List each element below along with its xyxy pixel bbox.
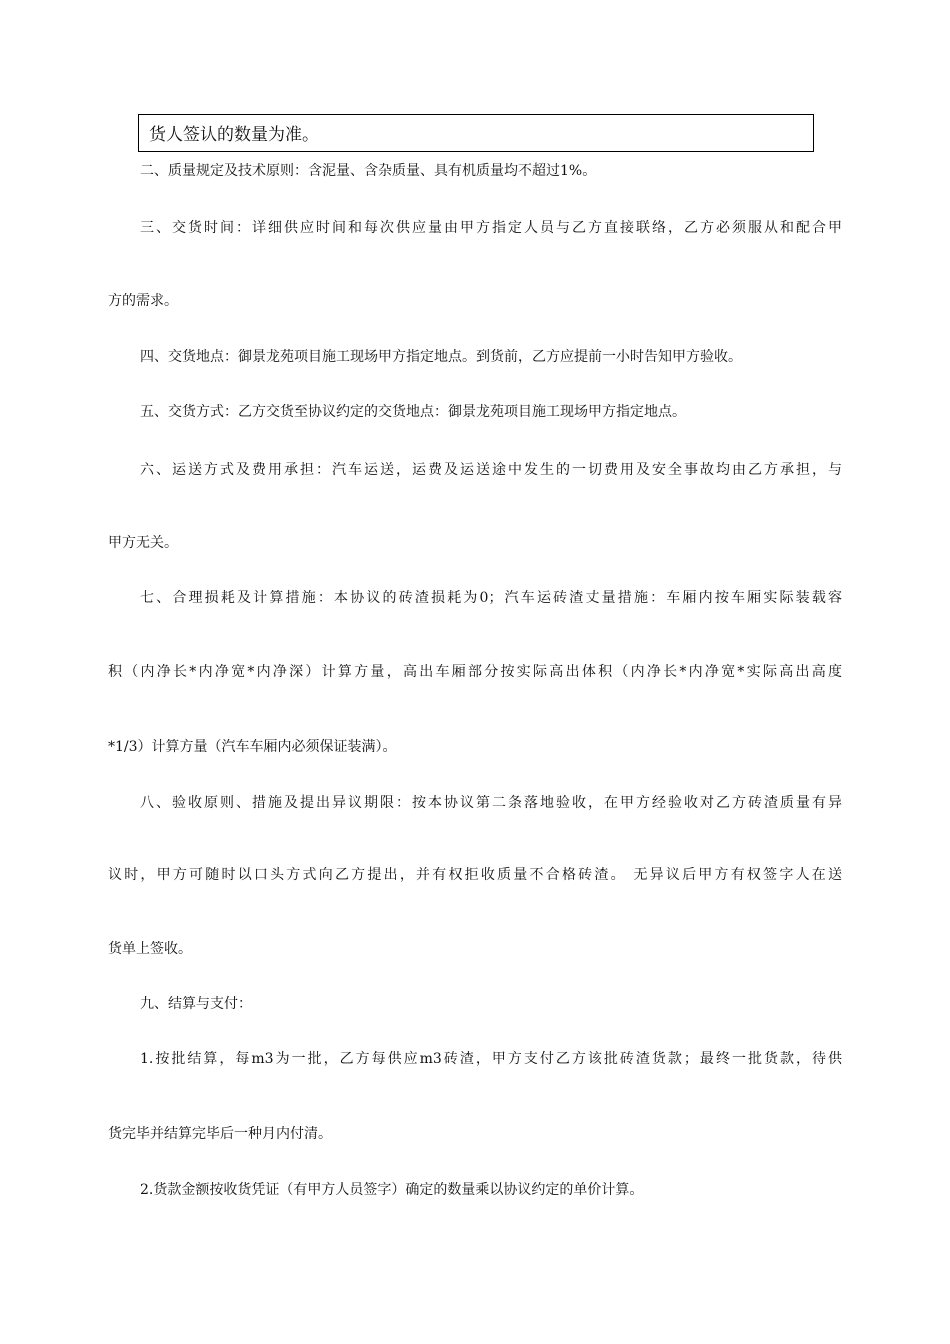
clause-2-quality: 二、质量规定及技术原则：含泥量、含杂质量、具有机质量均不超过1%。 — [140, 163, 597, 179]
clause-8-acceptance-line-2: 议时，甲方可随时以口头方式向乙方提出，并有权拒收质量不合格砖渣。 无异议后甲方有权签字人在送 — [108, 867, 842, 883]
clause-7-loss-line-3: *1/3）计算方量（汽车车厢内必须保证装满）。 — [108, 739, 397, 755]
clause-9-item-1-line-1: 1.按批结算，每m3为一批，乙方每供应m3砖渣，甲方支付乙方该批砖渣货款；最终一批货款，待供 — [140, 1051, 842, 1067]
clause-3-delivery-time-line-2: 方的需求。 — [108, 293, 178, 309]
clause-7-loss-line-1: 七、合理损耗及计算措施：本协议的砖渣损耗为0；汽车运砖渣丈量措施：车厢内按车厢实际装载容 — [140, 590, 842, 606]
clause-6-transport-line-1: 六、运送方式及费用承担：汽车运送，运费及运送途中发生的一切费用及安全事故均由乙方承担，与 — [140, 462, 842, 478]
clause-8-acceptance-line-3: 货单上签收。 — [108, 941, 192, 957]
clause-5-delivery-method: 五、交货方式：乙方交货至协议约定的交货地点：御景龙苑项目施工现场甲方指定地点。 — [140, 404, 686, 420]
boxed-text-frame — [138, 114, 814, 152]
clause-7-loss-line-2: 积（内净长*内净宽*内净深）计算方量，高出车厢部分按实际高出体积（内净长*内净宽*实际高出高度 — [108, 664, 842, 680]
clause-6-transport-line-2: 甲方无关。 — [108, 535, 178, 551]
clause-9-settlement-heading: 九、结算与支付： — [140, 996, 252, 1012]
boxed-text: 货人签认的数量为准。 — [149, 125, 319, 145]
clause-8-acceptance-line-1: 八、验收原则、措施及提出异议期限：按本协议第二条落地验收，在甲方经验收对乙方砖渣质量有异 — [140, 795, 842, 811]
clause-4-delivery-location: 四、交货地点：御景龙苑项目施工现场甲方指定地点。到货前，乙方应提前一小时告知甲方验收。 — [140, 349, 742, 365]
clause-9-item-2: 2.货款金额按收货凭证（有甲方人员签字）确定的数量乘以协议约定的单价计算。 — [140, 1182, 644, 1198]
clause-3-delivery-time-line-1: 三、交货时间：详细供应时间和每次供应量由甲方指定人员与乙方直接联络，乙方必须服从和配合甲 — [140, 220, 842, 236]
clause-9-item-1-line-2: 货完毕并结算完毕后一种月内付清。 — [108, 1126, 332, 1142]
